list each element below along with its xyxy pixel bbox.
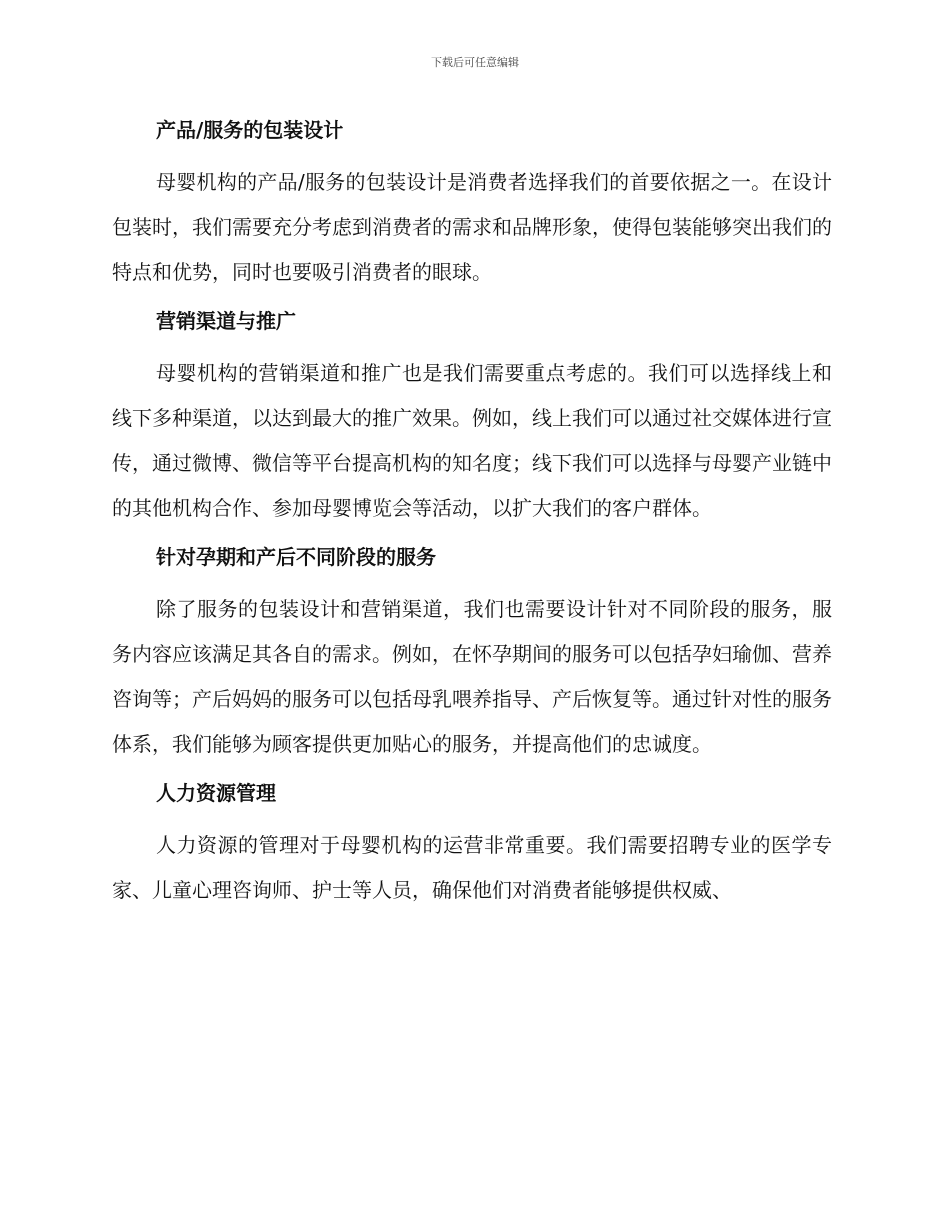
section-hr (112, 775, 832, 913)
section-heading: 针对孕期和产后不同阶段的服务 (156, 545, 436, 569)
section-packaging (112, 112, 832, 295)
document-body (112, 112, 832, 921)
section-heading: 营销渠道与推广 (156, 309, 296, 333)
section-paragraph: 除了服务的包装设计和营销渠道，我们也需要设计针对不同阶段的服务，服务内容应该满足其各自的需求。例如，在怀孕期间的服务可以包括孕妇瑜伽、营养咨询等；产后妈妈的服务可以包括母乳喂养指导、产后恢复等。通过针对性的服务体系，我们能够为顾客提供更加贴心的服务，并提高他们的忠诚度。 (112, 597, 832, 756)
page-header-note: 下载后可任意编辑 (431, 56, 519, 69)
section-paragraph: 母婴机构的产品/服务的包装设计是消费者选择我们的首要依据之一。在设计包装时，我们需要充分考虑到消费者的需求和品牌形象，使得包装能够突出我们的特点和优势，同时也要吸引消费者的眼球。 (112, 170, 832, 284)
section-heading: 人力资源管理 (156, 781, 276, 805)
section-paragraph: 母婴机构的营销渠道和推广也是我们需要重点考虑的。我们可以选择线上和线下多种渠道，以达到最大的推广效果。例如，线上我们可以通过社交媒体进行宣传，通过微博、微信等平台提高机构的知名度；线下我们可以选择与母婴产业链中的其他机构合作、参加母婴博览会等活动，以扩大我们的客户群体。 (112, 361, 832, 520)
section-paragraph: 人力资源的管理对于母婴机构的运营非常重要。我们需要招聘专业的医学专家、儿童心理咨询师、护士等人员，确保他们对消费者能够提供权威、 (112, 833, 832, 902)
section-heading: 产品/服务的包装设计 (156, 118, 344, 142)
section-marketing (112, 303, 832, 531)
section-stage-services (112, 539, 832, 767)
